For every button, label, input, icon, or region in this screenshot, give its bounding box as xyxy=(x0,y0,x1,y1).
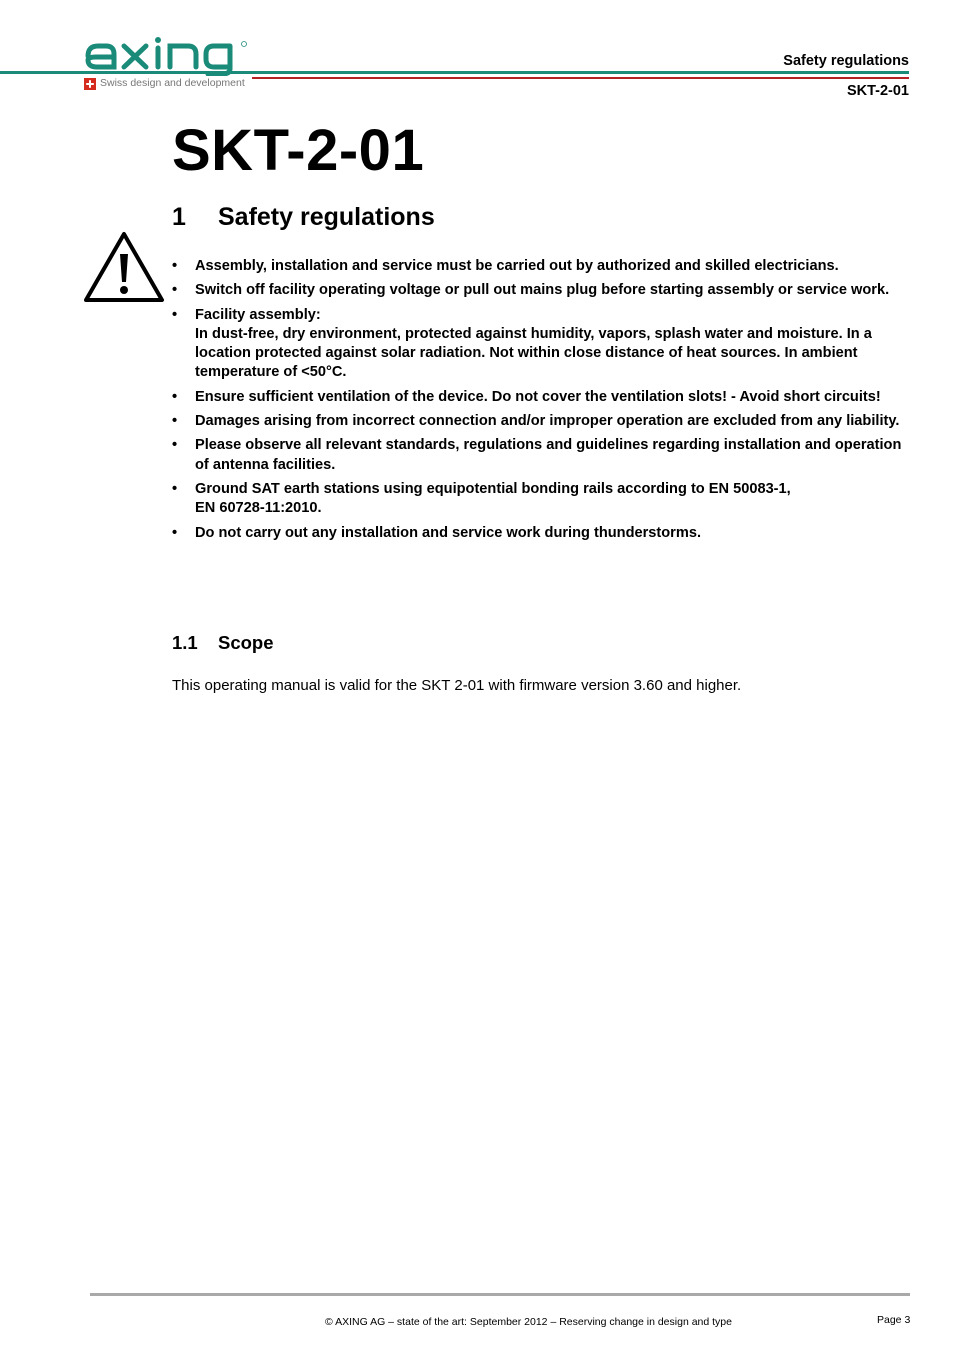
section-number: 1 xyxy=(172,203,186,231)
axing-logo xyxy=(84,36,252,76)
bullet-glyph: • xyxy=(172,388,178,405)
list-item xyxy=(172,257,912,276)
bullet-text: In dust-free, dry environment, protected against humidity, vapors, splash water and moisture. In a location protected against solar radiation. Not within close distance of heat sources. In ambient temperature of <50°C. xyxy=(195,325,872,381)
warning-triangle-icon xyxy=(82,230,166,304)
header-red-rule xyxy=(252,77,909,79)
list-item xyxy=(172,412,912,431)
footer-copyright: © AXING AG – state of the art: September 2012 – Reserving change in design and type xyxy=(325,1316,732,1328)
section-title: Safety regulations xyxy=(218,203,435,231)
subsection-title: Scope xyxy=(218,632,274,653)
bullet-glyph: • xyxy=(172,282,178,299)
bullet-glyph: • xyxy=(172,413,178,430)
bullet-glyph: • xyxy=(172,480,178,497)
bullet-text: Assembly, installation and service must be carried out by authorized and skilled electricians. xyxy=(195,258,839,274)
brand-tagline: Swiss design and development xyxy=(100,77,245,89)
list-item xyxy=(172,281,912,300)
bullet-glyph: • xyxy=(172,306,178,323)
list-item xyxy=(172,524,912,543)
header-section-name: Safety regulations xyxy=(783,53,909,69)
document-title: SKT-2-01 xyxy=(172,118,425,183)
list-item xyxy=(172,480,912,519)
bullet-text: Ensure sufficient ventilation of the device. Do not cover the ventilation slots! - Avoid short circuits! xyxy=(195,388,881,405)
safety-bullet-list xyxy=(172,257,912,548)
bullet-text: Facility assembly: xyxy=(195,306,321,323)
bullet-text: EN 60728-11:2010. xyxy=(195,500,322,517)
bullet-text: Do not carry out any installation and service work during thunderstorms. xyxy=(195,524,702,541)
bullet-glyph: • xyxy=(172,258,178,274)
list-item xyxy=(172,306,912,383)
bullet-text: Ground SAT earth stations using equipotential bonding rails according to EN 50083-1, xyxy=(195,480,791,497)
section-heading-1-1 xyxy=(172,632,274,654)
header-green-rule xyxy=(0,71,909,74)
bullet-glyph: • xyxy=(172,524,178,541)
section-heading-1 xyxy=(172,203,435,232)
bullet-text: Please observe all relevant standards, regulations and guidelines regarding installation and operation of antenna facilities. xyxy=(195,437,902,473)
footer-rule xyxy=(90,1293,910,1296)
list-item xyxy=(172,388,912,407)
header-model: SKT-2-01 xyxy=(846,83,909,99)
subsection-number: 1.1 xyxy=(172,632,198,653)
bullet-text: Switch off facility operating voltage or pull out mains plug before starting assembly or service work. xyxy=(195,282,890,299)
swiss-flag-icon xyxy=(84,78,96,90)
scope-paragraph: This operating manual is valid for the SKT 2-01 with firmware version 3.60 and higher. xyxy=(172,677,742,694)
list-item xyxy=(172,436,912,475)
bullet-text: Damages arising from incorrect connection and/or improper operation are excluded from any liability. xyxy=(195,413,900,430)
bullet-glyph: • xyxy=(172,437,178,454)
page-number: Page 3 xyxy=(877,1314,911,1326)
